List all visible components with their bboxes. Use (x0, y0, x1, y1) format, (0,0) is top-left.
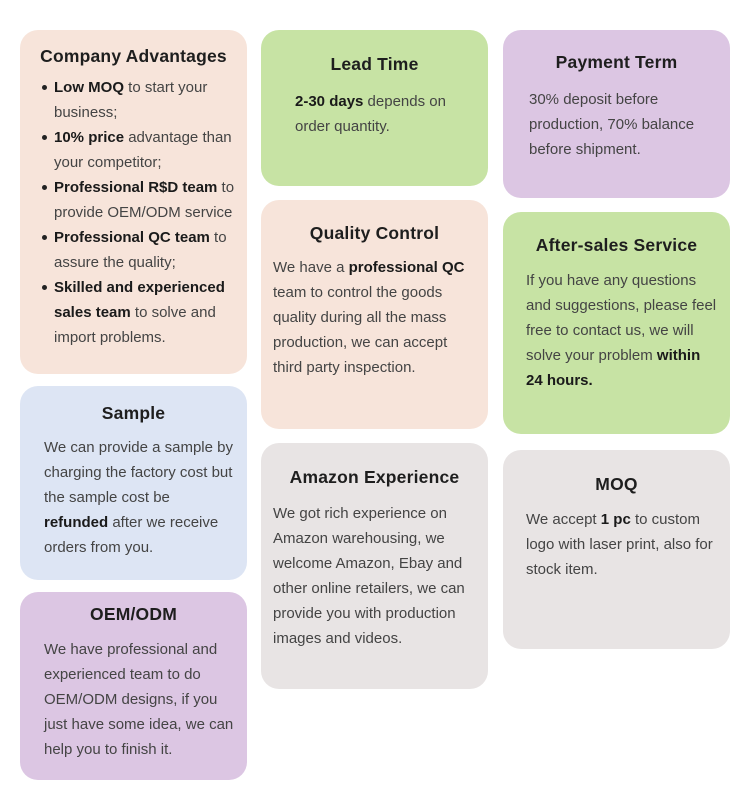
qc-bold: professional QC (348, 259, 465, 276)
quality-control-title: Quality Control (309, 223, 440, 243)
amazon-experience-title: Amazon Experience (289, 467, 460, 487)
company-advantages-card (20, 30, 247, 374)
payment-term-text: 30% deposit before production, 70% balance before shipment. (529, 91, 695, 158)
advantage-text: to solve and import problems. (54, 304, 216, 346)
company-advantages-title: Company Advantages (40, 46, 227, 66)
sample-pre: We can provide a sample by charging the factory cost but the sample cost be (44, 439, 233, 506)
list-item (31, 75, 247, 125)
moq-pre: We accept (526, 511, 601, 528)
list-item (31, 125, 247, 175)
sample-bold: refunded (44, 514, 109, 531)
sample-title: Sample (101, 403, 166, 423)
after-sales-text (526, 268, 720, 393)
lead-time-rest: depends on order quantity. (295, 93, 446, 135)
lead-time-text (295, 89, 468, 139)
amazon-experience-card (261, 443, 488, 689)
oem-odm-title: OEM/ODM (90, 604, 177, 624)
advantage-bold: Professional R$D team (54, 179, 218, 196)
quality-control-text (273, 255, 478, 380)
advantage-bold: 10% price (54, 129, 125, 146)
after-sales-title: After-sales Service (535, 235, 698, 255)
sample-post: after we receive orders from you. (44, 514, 219, 556)
qc-post: team to control the goods quality during all the mass production, we can accept third party inspection. (273, 284, 448, 376)
advantage-bold: Low MOQ (54, 79, 124, 96)
quality-control-card (261, 200, 488, 429)
advantage-text: to provide OEM/ODM service (54, 179, 235, 221)
after-sales-pre: If you have any questions and suggestions, please feel free to contact us, we will solve your problem (526, 272, 717, 364)
oem-odm-text: We have professional and experienced team to do OEM/ODM designs, if you just have some idea, we can help you to finish it. (44, 641, 234, 758)
moq-bold: 1 pc (600, 511, 631, 528)
advantage-text: to assure the quality; (54, 229, 227, 271)
moq-card (503, 450, 730, 649)
advantages-list (31, 75, 247, 350)
lead-time-title: Lead Time (330, 54, 419, 74)
advantage-text: advantage than your competitor; (54, 129, 232, 171)
moq-title: MOQ (595, 474, 638, 494)
moq-post: to custom logo with laser print, also for stock item. (526, 511, 713, 578)
after-sales-card (503, 212, 730, 434)
after-sales-bold: within 24 hours. (526, 347, 701, 389)
moq-text (526, 507, 720, 582)
list-item (31, 275, 247, 350)
sample-card (20, 386, 247, 580)
sample-text (44, 435, 237, 560)
payment-term-title: Payment Term (555, 52, 678, 72)
lead-time-card (261, 30, 488, 186)
list-item (31, 175, 247, 225)
advantage-text: to start your business; (54, 79, 208, 121)
advantage-bold: Professional QC team (54, 229, 210, 246)
amazon-experience-text: We got rich experience on Amazon warehousing, we welcome Amazon, Ebay and other online retailers, we can provide you with production images and videos. (273, 505, 465, 647)
payment-term-card (503, 30, 730, 198)
qc-pre: We have a (273, 259, 349, 276)
list-item (31, 225, 247, 275)
oem-odm-card (20, 592, 247, 780)
lead-time-bold: 2-30 days (295, 93, 364, 110)
advantage-bold: Skilled and experienced sales team (54, 279, 225, 321)
